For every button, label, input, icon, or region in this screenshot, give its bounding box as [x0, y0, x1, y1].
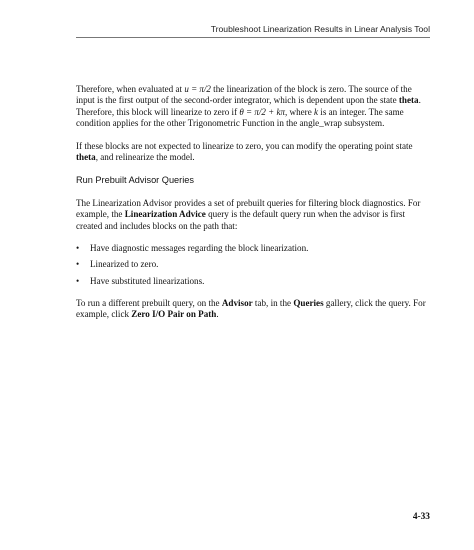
section-heading: Run Prebuilt Advisor Queries [76, 174, 194, 185]
bold-queries: Queries [293, 297, 324, 308]
paragraph-advisor-intro [76, 198, 430, 232]
bold-advisor: Advisor [221, 297, 253, 308]
para1-text-5: is an integer. The same condition applies for the other Trigonometric Function in the angle_wrap subsystem. [76, 106, 404, 128]
para1-text-3: . Therefore, this block will linearize to zero if [76, 95, 421, 117]
bold-zero-io-pair: Zero I/O Pair on Path [131, 309, 217, 320]
para4-text-1: To run a different prebuilt query, on the [76, 297, 222, 308]
para1-text-1: Therefore, when evaluated at [76, 84, 185, 94]
bold-theta: theta [398, 95, 419, 106]
para1-text-4: , where [284, 106, 315, 117]
para1-text-2: the linearization of the block is zero. The source of the input is the first output of the second-order integrator, which is dependent upon the state [76, 84, 412, 106]
math-theta-condition: θ = π/2 + kπ [239, 106, 285, 117]
bullet-icon: • [76, 242, 80, 253]
list-item-text: Linearized to zero. [90, 259, 159, 270]
bullet-icon: • [76, 259, 80, 270]
bold-linearization-advice: Linearization Advice [124, 209, 206, 220]
paragraph-run-query [76, 298, 430, 321]
para4-text-2: tab, in the [252, 297, 294, 308]
para3-text-2: query is the default query run when the advisor is first created and includes blocks on the path that: [76, 209, 406, 231]
page-number: 4-33 [412, 512, 430, 522]
paragraph-modify-operating-point [76, 141, 430, 164]
list-item-text: Have diagnostic messages regarding the block linearization. [90, 242, 309, 253]
bullet-list [76, 243, 430, 287]
bullet-icon: • [76, 275, 80, 286]
para4-text-3: gallery, click the query. For example, click [76, 297, 426, 320]
header-rule [76, 37, 430, 38]
para4-text-4: . [216, 309, 219, 320]
list-item-text: Have substituted linearizations. [90, 275, 205, 286]
para2-text-1: If these blocks are not expected to linearize to zero, you can modify the operating point state [76, 141, 413, 152]
para3-text-1: The Linearization Advisor provides a set of prebuilt queries for filtering block diagnostics. For example, the [76, 198, 421, 220]
math-k: k [314, 106, 319, 117]
list-item [76, 259, 430, 270]
math-u-equals-pi-over-2: u = π/2 [184, 84, 211, 94]
para2-text-2: , and relinearize the model. [95, 152, 195, 163]
list-item [76, 243, 430, 254]
list-item [76, 276, 430, 287]
bold-theta-2: theta [76, 152, 96, 163]
paragraph-linearization-zero [76, 84, 430, 129]
running-header: Troubleshoot Linearization Results in Linear Analysis Tool [210, 24, 430, 34]
page-body [76, 84, 430, 331]
